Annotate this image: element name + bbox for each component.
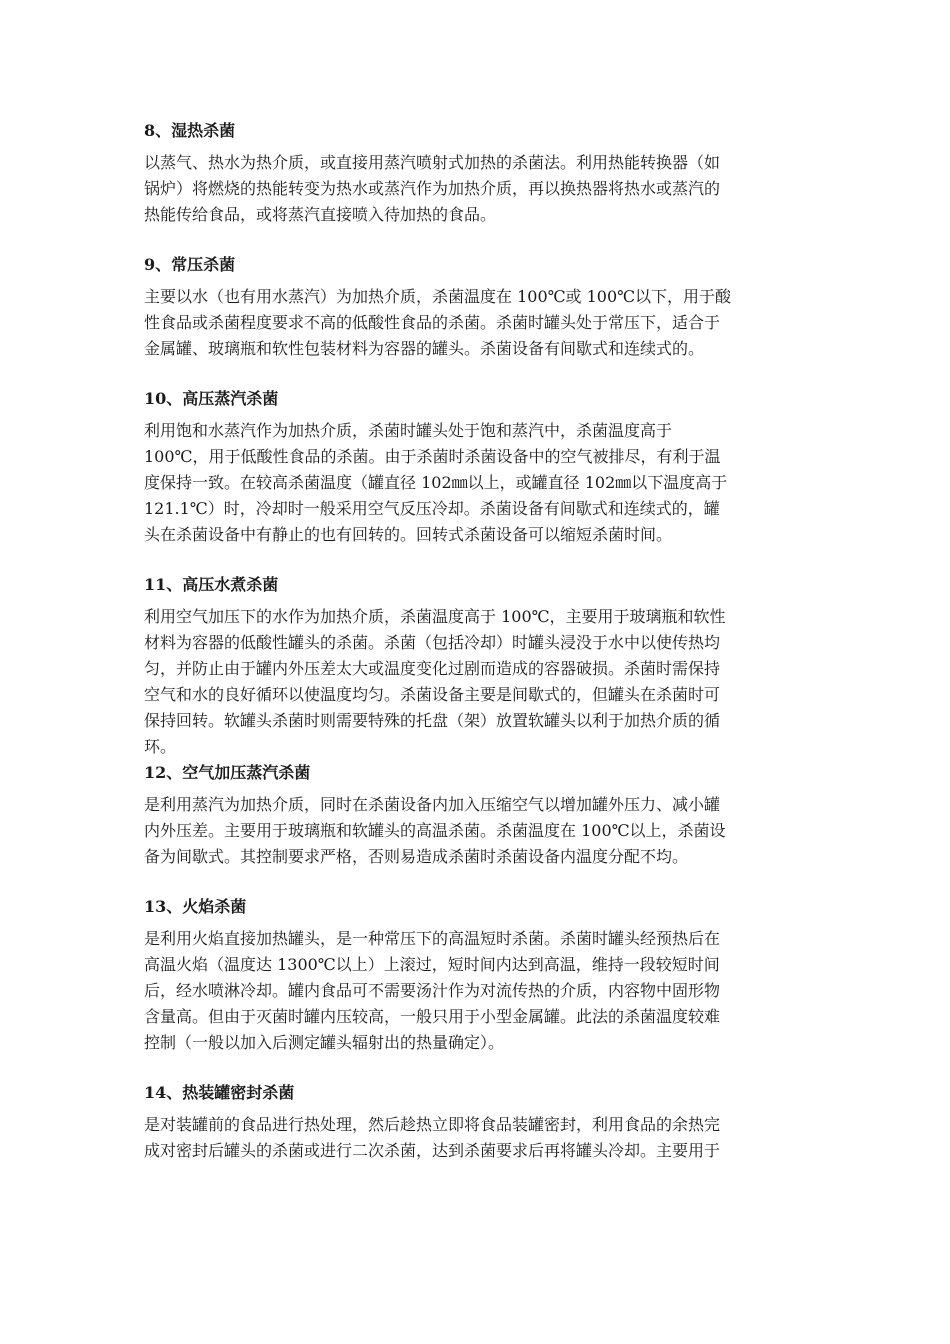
paragraph-line: 121.1℃）时，冷却时一般采用空气反压冷却。杀菌设备有间歇式和连续式的，罐: [144, 499, 720, 518]
section-heading: 12、空气加压蒸汽杀菌: [144, 763, 311, 782]
paragraph-line: 是利用蒸汽为加热介质，同时在杀菌设备内加入压缩空气以增加罐外压力、减小罐: [144, 795, 721, 814]
section-paragraph: [144, 150, 808, 228]
paragraph-line: 是利用火焰直接加热罐头，是一种常压下的高温短时杀菌。杀菌时罐头经预热后在: [144, 929, 721, 948]
section-heading: 9、常压杀菌: [144, 255, 236, 274]
document-page: [144, 118, 808, 1164]
section-heading: 14、热装罐密封杀菌: [144, 1083, 295, 1102]
paragraph-line: 后，经水喷淋冷却。罐内食品可不需要汤汁作为对流传热的介质，内容物中固形物: [144, 981, 721, 1000]
section-gap: [144, 1056, 808, 1080]
paragraph-line: 锅炉）将燃烧的热能转变为热水或蒸汽作为加热介质，再以换热器将热水或蒸汽的: [144, 179, 721, 198]
section-9: [144, 252, 808, 362]
paragraph-line: 利用饱和水蒸汽作为加热介质，杀菌时罐头处于饱和蒸汽中，杀菌温度高于: [144, 421, 673, 440]
section-heading: 11、高压水煮杀菌: [144, 575, 279, 594]
section-10: [144, 386, 808, 548]
section-13: [144, 894, 808, 1056]
paragraph-line: 以蒸气、热水为热介质，或直接用蒸汽喷射式加热的杀菌法。利用热能转换器（如: [144, 153, 721, 172]
paragraph-line: 空气和水的良好循环以使温度均匀。杀菌设备主要是间歇式的，但罐头在杀菌时可: [144, 685, 721, 704]
paragraph-line: 100℃，用于低酸性食品的杀菌。由于杀菌时杀菌设备中的空气被排尽，有利于温: [144, 447, 721, 466]
paragraph-line: 材料为容器的低酸性罐头的杀菌。杀菌（包括冷却）时罐头浸没于水中以使传热均: [144, 633, 721, 652]
paragraph-line: 匀，并防止由于罐内外压差太大或温度变化过剧而造成的容器破损。杀菌时需保持: [144, 659, 721, 678]
paragraph-line: 保持回转。软罐头杀菌时则需要特殊的托盘（架）放置软罐头以利于加热介质的循: [144, 711, 721, 730]
section-gap: [144, 228, 808, 252]
paragraph-line: 成对密封后罐头的杀菌或进行二次杀菌，达到杀菌要求后再将罐头冷却。主要用于: [144, 1141, 721, 1160]
section-paragraph: [144, 418, 808, 548]
paragraph-line: 高温火焰（温度达 1300℃以上）上滚过，短时间内达到高温，维持一段较短时间: [144, 955, 720, 974]
section-paragraph: [144, 1112, 808, 1164]
section-paragraph: [144, 284, 808, 362]
paragraph-line: 控制（一般以加入后测定罐头辐射出的热量确定）。: [144, 1033, 505, 1052]
paragraph-line: 头在杀菌设备中有静止的也有回转的。回转式杀菌设备可以缩短杀菌时间。: [144, 525, 673, 544]
section-14: [144, 1080, 808, 1164]
section-paragraph: [144, 792, 808, 870]
paragraph-line: 热能传给食品，或将蒸汽直接喷入待加热的食品。: [144, 205, 497, 224]
paragraph-line: 环。: [144, 737, 177, 756]
section-12: [144, 760, 808, 870]
section-heading: 10、高压蒸汽杀菌: [144, 389, 279, 408]
section-gap: [144, 548, 808, 572]
paragraph-line: 备为间歇式。其控制要求严格，否则易造成杀菌时杀菌设备内温度分配不均。: [144, 847, 689, 866]
section-paragraph: [144, 926, 808, 1056]
paragraph-line: 利用空气加压下的水作为加热介质，杀菌温度高于 100℃，主要用于玻璃瓶和软性: [144, 607, 726, 626]
paragraph-line: 金属罐、玻璃瓶和软性包装材料为容器的罐头。杀菌设备有间歇式和连续式的。: [144, 339, 705, 358]
section-8: [144, 118, 808, 228]
section-heading: 13、火焰杀菌: [144, 897, 247, 916]
section-paragraph: [144, 604, 808, 760]
paragraph-line: 内外压差。主要用于玻璃瓶和软罐头的高温杀菌。杀菌温度在 100℃以上，杀菌设: [144, 821, 726, 840]
section-gap: [144, 362, 808, 386]
paragraph-line: 是对装罐前的食品进行热处理，然后趁热立即将食品装罐密封，利用食品的余热完: [144, 1115, 721, 1134]
section-heading: 8、湿热杀菌: [144, 121, 236, 140]
paragraph-line: 度保持一致。在较高杀菌温度（罐直径 102㎜以上，或罐直径 102㎜以下温度高于: [144, 473, 728, 492]
section-11: [144, 572, 808, 760]
paragraph-line: 性食品或杀菌程度要求不高的低酸性食品的杀菌。杀菌时罐头处于常压下，适合于: [144, 313, 721, 332]
paragraph-line: 主要以水（也有用水蒸汽）为加热介质，杀菌温度在 100℃或 100℃以下，用于酸: [144, 287, 732, 306]
section-gap: [144, 870, 808, 894]
paragraph-line: 含量高。但由于灭菌时罐内压较高，一般只用于小型金属罐。此法的杀菌温度较难: [144, 1007, 721, 1026]
